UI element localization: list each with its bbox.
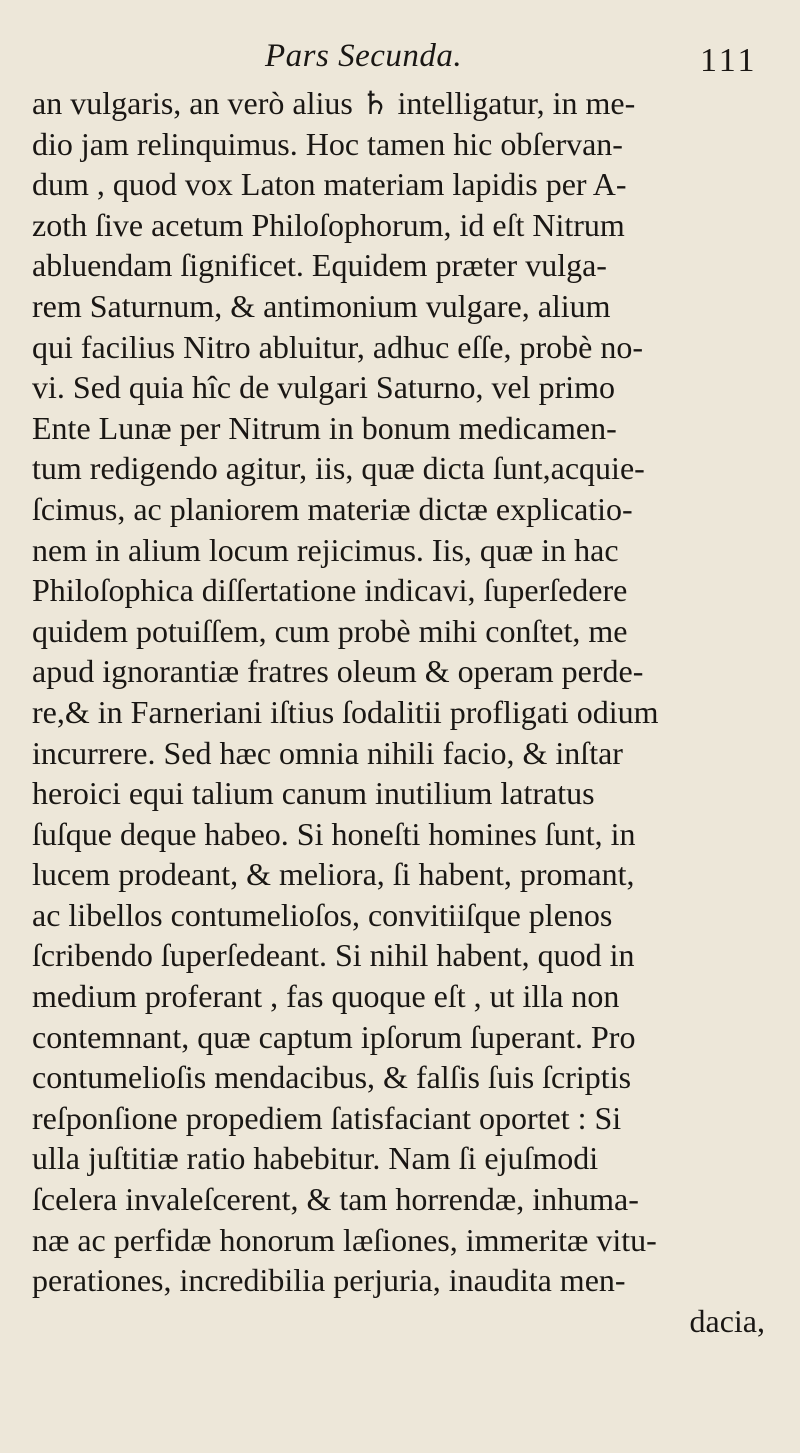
page-header xyxy=(0,30,800,80)
catchword: dacia, xyxy=(689,1302,765,1339)
text-line: re,& in Farneriani iſtius ſodalitii profligati odium xyxy=(32,693,659,730)
text-line: rem Saturnum, & antimonium vulgare, alium xyxy=(32,287,611,324)
text-line: ſcribendo ſuperſedeant. Si nihil habent, quod in xyxy=(32,937,635,974)
text-line: heroici equi talium canum inutilium latratus xyxy=(32,775,595,812)
text-line: lucem prodeant, & meliora, ſi habent, promant, xyxy=(32,856,635,893)
body-text xyxy=(32,83,777,1341)
text-line: perationes, incredibilia perjuria, inaudita men- xyxy=(32,1262,626,1299)
page-number: 111 xyxy=(700,42,758,79)
text-line: medium proferant , fas quoque eſt , ut illa non xyxy=(32,978,620,1015)
text-line: contemnant, quæ captum ipſorum ſuperant. Pro xyxy=(32,1018,636,1055)
text-line: ac libellos contumelioſos, convitiiſque plenos xyxy=(32,896,613,933)
text-line: an vulgaris, an verò alius ♄ intelligatur, in me- xyxy=(32,85,636,121)
running-title: Pars Secunda. xyxy=(265,38,463,74)
text-line: Philoſophica diſſertatione indicavi, ſuperſedere xyxy=(32,572,628,609)
text-line: contumelioſis mendacibus, & falſis ſuis ſcriptis xyxy=(32,1059,632,1096)
text-line: nem in alium locum rejicimus. Iis, quæ in hac xyxy=(32,531,619,568)
text-line: ſcimus, ac planiorem materiæ dictæ explicatio- xyxy=(32,490,633,527)
text-line: Ente Lunæ per Nitrum in bonum medicamen- xyxy=(32,409,617,446)
text-line: ulla juſtitiæ ratio habebitur. Nam ſi ejuſmodi xyxy=(32,1140,599,1177)
text-line: dum , quod vox Laton materiam lapidis per A- xyxy=(32,166,627,203)
text-line: reſponſione propediem ſatisfaciant oportet : Si xyxy=(32,1099,622,1136)
text-line: næ ac perfidæ honorum læſiones, immeritæ vitu- xyxy=(32,1221,657,1258)
text-line: quidem potuiſſem, cum probè mihi conſtet, me xyxy=(32,612,628,649)
text-line: ſcelera invaleſcerent, & tam horrendæ, inhuma- xyxy=(32,1181,639,1218)
text-line: ſuſque deque habeo. Si honeſti homines ſunt, in xyxy=(32,815,636,852)
text-line: dio jam relinquimus. Hoc tamen hic obſervan- xyxy=(32,125,623,162)
text-line: apud ignorantiæ fratres oleum & operam perde- xyxy=(32,653,644,690)
text-line: tum redigendo agitur, iis, quæ dicta ſunt,acquie- xyxy=(32,450,645,487)
text-line: zoth ſive acetum Philoſophorum, id eſt Nitrum xyxy=(32,206,625,243)
text-line: abluendam ſignificet. Equidem præter vulga- xyxy=(32,247,607,284)
text-line: qui facilius Nitro abluitur, adhuc eſſe, probè no- xyxy=(32,328,643,365)
text-line: incurrere. Sed hæc omnia nihili facio, & inſtar xyxy=(32,734,623,771)
text-line: vi. Sed quia hîc de vulgari Saturno, vel primo xyxy=(32,369,615,406)
